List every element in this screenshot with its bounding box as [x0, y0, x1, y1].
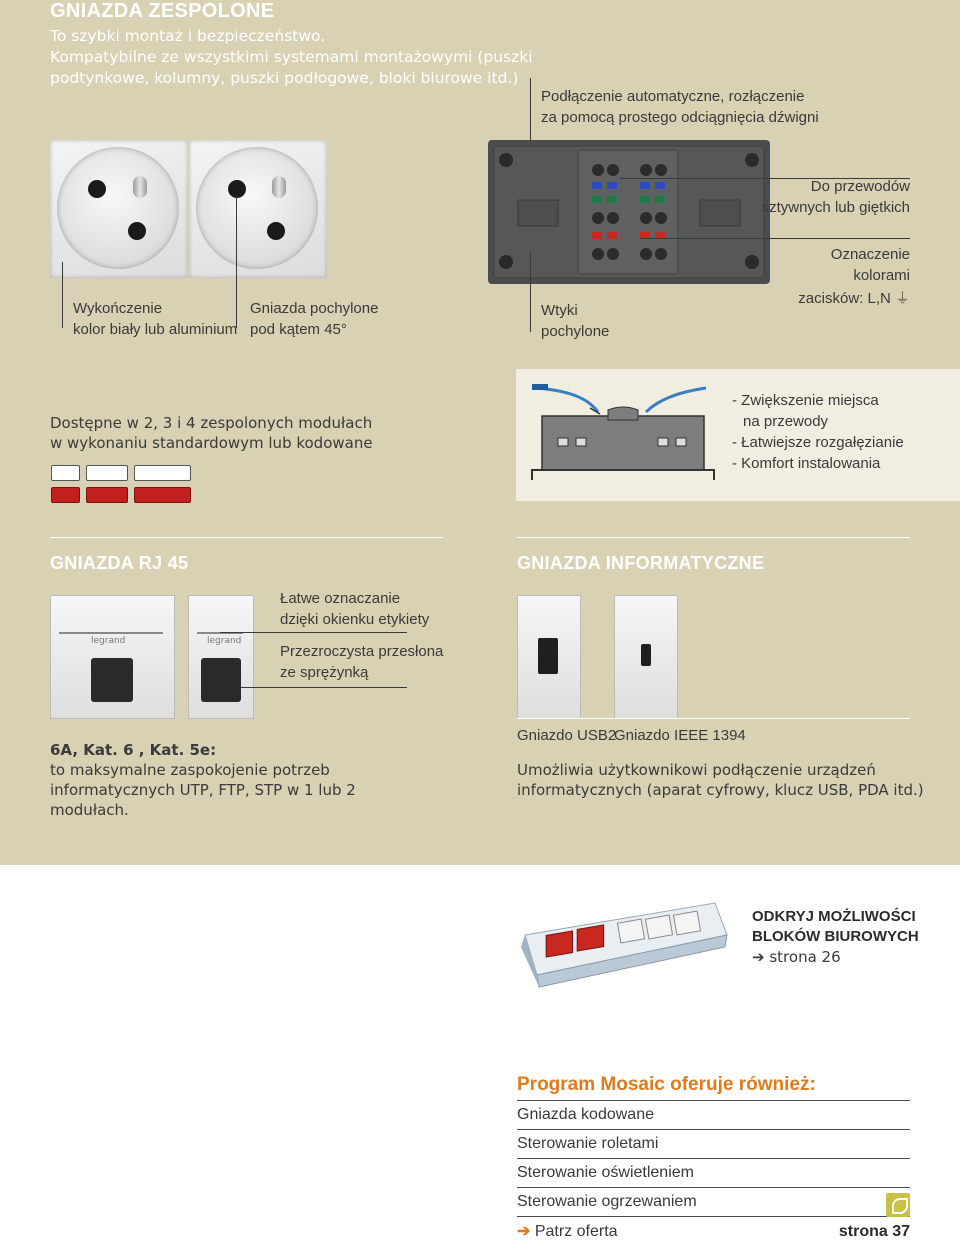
- usb-module: [517, 595, 581, 719]
- arrow-right-icon: ➔: [517, 1223, 531, 1240]
- brand-label: legrand: [91, 636, 126, 646]
- callout-leader-line: [640, 238, 910, 239]
- rj45-module-2: [188, 595, 254, 719]
- callout-finish-line-2: kolor biały lub aluminium: [73, 321, 238, 338]
- socket-face-right: [196, 147, 318, 269]
- office-title-line-2: BLOKÓW BIUROWYCH: [752, 928, 919, 945]
- program-item: Sterowanie oświetleniem: [517, 1159, 910, 1188]
- socket-hole: [88, 180, 106, 198]
- see-offer-row[interactable]: [517, 1220, 910, 1244]
- module-4-standard-icon: [134, 465, 191, 481]
- rj45-label-2-line-1: Przezroczysta przesłona: [280, 643, 444, 660]
- modules-text-line-2: w wykonaniu standardowym lub kodowane: [50, 434, 373, 452]
- label-window: [59, 608, 163, 634]
- office-block-illustration: [515, 895, 730, 990]
- rj45-port: [91, 658, 133, 702]
- section-title-combined-sockets: GNIAZDA ZESPOLONE: [50, 0, 275, 22]
- program-item: Sterowanie ogrzewaniem: [517, 1188, 910, 1217]
- rj45-spec-title: 6A, Kat. 6 , Kat. 5e:: [50, 741, 217, 759]
- rj45-spec-line-2: informatycznych UTP, FTP, STP w 1 lub 2: [50, 781, 356, 799]
- benefit-2: - Łatwiejsze rozgałęzianie: [732, 434, 904, 451]
- usb-label: Gniazdo USB2: [517, 727, 617, 744]
- callout-wires-line-1: Do przewodów: [810, 178, 910, 195]
- page-reference: strona 37: [838, 1223, 910, 1240]
- module-2-coded-icon: [51, 487, 80, 503]
- usb-port: [538, 638, 558, 674]
- module-2-standard-icon: [51, 465, 80, 481]
- benefit-1-line-2: na przewody: [743, 413, 829, 430]
- section-title-it-sockets: GNIAZDA INFORMATYCZNE: [517, 553, 765, 573]
- rj45-port: [201, 658, 241, 702]
- module-3-standard-icon: [86, 465, 128, 481]
- socket-hole: [128, 222, 146, 240]
- it-desc-line-2: informatycznych (aparat cyfrowy, klucz USB, PDA itd.): [517, 781, 924, 799]
- office-page-link-text: strona 26: [769, 948, 841, 966]
- see-offer-text: Patrz oferta: [534, 1223, 618, 1240]
- program-title: Program Mosaic oferuje również:: [517, 1074, 816, 1095]
- module-3-coded-icon: [86, 487, 128, 503]
- it-desc-line-1: Umożliwia użytkownikowi podłączenie urządzeń: [517, 761, 876, 779]
- callout-colors-line-3: zacisków: L,N ⏚: [798, 290, 910, 307]
- office-page-link[interactable]: [752, 948, 841, 966]
- benefit-3: - Komfort instalowania: [732, 455, 881, 472]
- callout-finish-line-1: Wykończenie: [73, 300, 163, 317]
- callout-colors-line-2: kolorami: [853, 267, 910, 284]
- callout-auto-connect-line-2: za pomocą prostego odciągnięcia dźwigni: [541, 109, 819, 126]
- earth-pin: [133, 176, 147, 198]
- socket-cross-section-illustration: [528, 380, 718, 488]
- section-divider: [50, 537, 443, 538]
- section-divider: [517, 537, 910, 538]
- callout-angled-line-2: pod kątem 45°: [250, 321, 347, 338]
- rj45-label-1-line-2: dzięki okienku etykiety: [280, 611, 430, 628]
- callout-wires-line-2: sztywnych lub giętkich: [761, 199, 910, 216]
- earth-pin: [272, 176, 286, 198]
- callout-auto-connect-line-1: Podłączenie automatyczne, rozłączenie: [541, 88, 805, 105]
- program-item: Gniazda kodowane: [517, 1101, 910, 1130]
- eco-leaf-icon: [886, 1193, 910, 1217]
- callout-leader-line: [220, 632, 407, 633]
- program-item: Sterowanie roletami: [517, 1130, 910, 1159]
- callout-leader-line: [530, 252, 531, 332]
- section-title-rj45: GNIAZDA RJ 45: [50, 553, 189, 573]
- callout-plugs-line-2: pochylone: [541, 323, 610, 340]
- arrow-right-icon: ➔: [752, 948, 765, 966]
- header-line-2: Kompatybilne ze wszystkimi systemami montażowymi (puszki: [50, 48, 533, 66]
- callout-colors-line-1: Oznaczenie: [830, 246, 910, 263]
- rj45-spec-line-3: modułach.: [50, 801, 129, 819]
- benefit-1-line-1: - Zwiększenie miejsca: [732, 392, 879, 409]
- section-divider: [517, 718, 910, 719]
- rj45-label-2-line-2: ze sprężynką: [280, 664, 369, 681]
- callout-leader-line: [62, 262, 63, 328]
- header-line-3: podtynkowe, kolumny, puszki podłogowe, bloki biurowe itd.): [50, 69, 519, 87]
- callout-leader-line: [240, 687, 407, 688]
- module-4-coded-icon: [134, 487, 191, 503]
- rj45-spec-line-1: to maksymalne zaspokojenie potrzeb: [50, 761, 330, 779]
- label-window: [197, 608, 243, 634]
- socket-hole: [228, 180, 246, 198]
- rj45-module-1: [50, 595, 175, 719]
- ieee1394-module: [614, 595, 678, 719]
- socket-face-left: [57, 147, 179, 269]
- ieee-label: Gniazdo IEEE 1394: [614, 727, 746, 744]
- firewire-port: [641, 644, 651, 666]
- callout-plugs-line-1: Wtyki: [541, 302, 578, 319]
- header-line-1: To szybki montaż i bezpieczeństwo.: [50, 27, 326, 45]
- rj45-label-1-line-1: Łatwe oznaczanie: [280, 590, 401, 607]
- modules-text-line-1: Dostępne w 2, 3 i 4 zespolonych modułach: [50, 414, 373, 432]
- callout-leader-line: [236, 196, 237, 328]
- office-title-line-1: ODKRYJ MOŻLIWOŚCI: [752, 908, 916, 925]
- callout-angled-line-1: Gniazda pochylone: [250, 300, 379, 317]
- brand-label: legrand: [207, 636, 242, 646]
- socket-hole: [267, 222, 285, 240]
